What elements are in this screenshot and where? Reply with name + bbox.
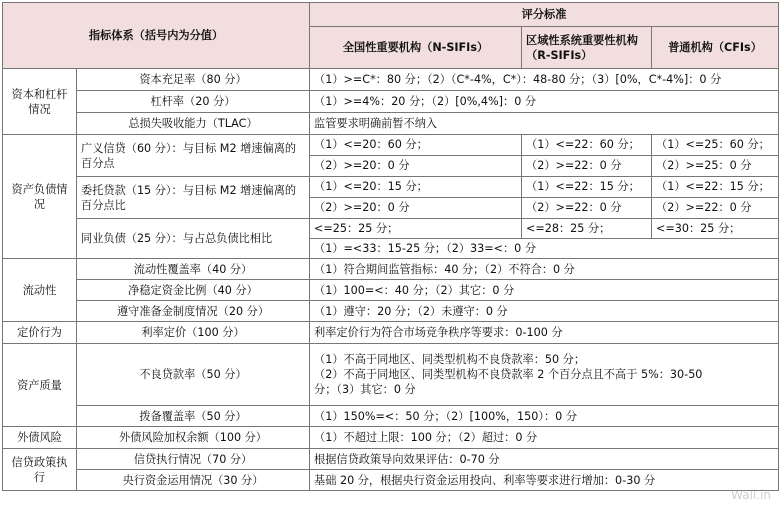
criteria-line: （2）不高于同地区、同类型机构不良贷款率 2 个百分点且不高于 5%：30-50 [314, 368, 703, 381]
category-assets-liabilities: 资产负债情况 [3, 135, 77, 259]
criteria-tlac: 监管要求明确前暂不纳入 [310, 113, 779, 135]
criteria-reserve-compliance: （1）遵守：20 分；（2）未遵守：0 分 [310, 301, 779, 322]
indicator-provision-coverage: 拨备覆盖率（50 分） [77, 406, 310, 427]
indicator-entrusted-loans: 委托贷款（15 分）：与目标 M2 增速偏离的百分点比 [77, 177, 310, 219]
criteria-line: （1）<=25：60 分； [656, 138, 770, 151]
indicator-broad-credit: 广义信贷（60 分）：与目标 M2 增速偏离的百分点 [77, 135, 310, 177]
category-credit-policy: 信贷政策执行 [3, 449, 77, 491]
criteria-interbank-common: （1）=<33：15-25 分；（2）33=<：0 分 [310, 239, 779, 259]
indicator-external-debt: 外债风险加权余额（100 分） [77, 427, 310, 449]
criteria-central-bank-funds: 基础 20 分，根据央行资金运用投向、利率等要求进行增加：0-30 分 [310, 470, 779, 491]
criteria-interbank-n: <=25：25 分； [310, 219, 522, 239]
header-indicator-system: 指标体系（括号内为分值） [3, 3, 310, 69]
criteria-interbank-r: <=28：25 分； [522, 219, 652, 239]
criteria-leverage-ratio: （1）>=4%：20 分；（2）[0%,4%]：0 分 [310, 91, 779, 113]
indicator-tlac: 总损失吸收能力（TLAC） [77, 113, 310, 135]
criteria-line: （2）>=22：0 分 [522, 155, 651, 176]
criteria-line: 分；（3）其它：0 分 [314, 383, 416, 396]
criteria-entrusted-n [310, 177, 522, 219]
criteria-line: （1）<=20：15 分； [314, 180, 428, 193]
indicator-rate-pricing: 利率定价（100 分） [77, 322, 310, 344]
criteria-interbank-c: <=30：25 分； [652, 219, 779, 239]
indicator-npl-ratio: 不良贷款率（50 分） [77, 344, 310, 406]
criteria-broad-credit-r [522, 135, 652, 177]
category-external-debt: 外债风险 [3, 427, 77, 449]
criteria-nsfr: （1）100=<：40 分；（2）其它：0 分 [310, 280, 779, 301]
criteria-line: （1）<=22：15 分； [526, 180, 640, 193]
criteria-lcr: （1）符合期间监管指标：40 分；（2）不符合：0 分 [310, 259, 779, 280]
criteria-line: （2）>=22：0 分 [522, 197, 651, 218]
criteria-line: （1）<=20：60 分； [314, 138, 428, 151]
criteria-line: （1）<=22：60 分； [526, 138, 640, 151]
header-cfis: 普通机构（CFIs） [652, 27, 779, 69]
indicator-interbank-liabilities: 同业负债（25 分）：与占总负债比相比 [77, 219, 310, 259]
category-liquidity: 流动性 [3, 259, 77, 322]
category-pricing: 定价行为 [3, 322, 77, 344]
indicator-credit-execution: 信贷执行情况（70 分） [77, 449, 310, 470]
criteria-entrusted-c [652, 177, 779, 219]
criteria-line: （2）>=22：0 分 [652, 197, 778, 218]
criteria-provision-coverage: （1）150%=<：50 分；（2）[100%，150）：0 分 [310, 406, 779, 427]
criteria-npl-ratio [310, 344, 779, 406]
criteria-line: （1）不高于同地区、同类型机构不良贷款率：50 分； [314, 353, 586, 366]
watermark: Wall.in [731, 488, 771, 502]
indicator-leverage-ratio: 杠杆率（20 分） [77, 91, 310, 113]
header-n-sifis: 全国性重要机构（N-SIFIs） [310, 27, 522, 69]
category-capital-leverage: 资本和杠杆情况 [3, 69, 77, 135]
criteria-line: （2）>=20：0 分 [310, 155, 521, 176]
indicator-reserve-compliance: 遵守准备金制度情况（20 分） [77, 301, 310, 322]
criteria-broad-credit-n [310, 135, 522, 177]
criteria-capital-adequacy: （1）>=C*：80 分；（2）（C*-4%，C*）：48-80 分；（3）[0%，C*-4%]：0 分 [310, 69, 779, 91]
criteria-entrusted-r [522, 177, 652, 219]
criteria-line: （2）>=20：0 分 [310, 197, 521, 218]
indicator-lcr: 流动性覆盖率（40 分） [77, 259, 310, 280]
criteria-rate-pricing: 利率定价行为符合市场竞争秩序等要求：0-100 分 [310, 322, 779, 344]
category-asset-quality: 资产质量 [3, 344, 77, 427]
indicator-nsfr: 净稳定资金比例（40 分） [77, 280, 310, 301]
indicator-capital-adequacy: 资本充足率（80 分） [77, 69, 310, 91]
header-r-sifis: 区域性系统重要性机构（R-SIFIs） [522, 27, 652, 69]
criteria-line: （1）<=22：15 分； [656, 180, 770, 193]
criteria-credit-execution: 根据信贷政策导向效果评估：0-70 分 [310, 449, 779, 470]
header-scoring-standard: 评分标准 [310, 3, 779, 27]
scoring-table [2, 2, 779, 491]
criteria-broad-credit-c [652, 135, 779, 177]
criteria-external-debt: （1）不超过上限：100 分；（2）超过：0 分 [310, 427, 779, 449]
criteria-line: （2）>=25：0 分 [652, 155, 778, 176]
indicator-central-bank-funds: 央行资金运用情况（30 分） [77, 470, 310, 491]
